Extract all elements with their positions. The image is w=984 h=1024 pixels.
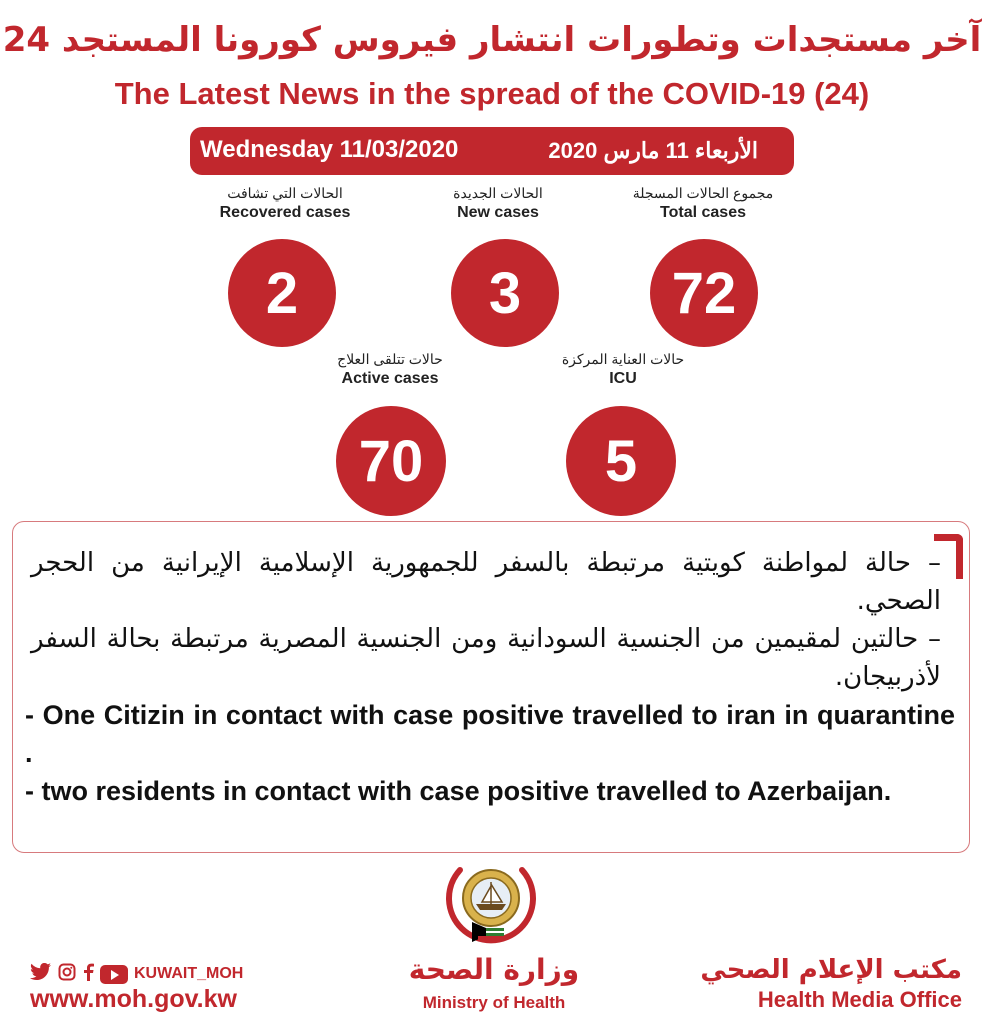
active-count: 70 xyxy=(336,406,446,516)
ministry-emblem-icon xyxy=(442,858,540,954)
icu-label xyxy=(528,351,718,388)
active-label-ar: حالات تتلقى العلاج xyxy=(337,351,443,367)
recovered-count: 2 xyxy=(228,239,336,347)
new-label-en: New cases xyxy=(457,204,539,221)
recovered-label xyxy=(190,185,380,222)
active-label-en: Active cases xyxy=(341,370,439,387)
ministry-name-en: Ministry of Health xyxy=(422,993,566,1012)
social-links xyxy=(30,962,243,986)
date-arabic: الأربعاء 11 مارس 2020 xyxy=(548,138,758,163)
title-english: The Latest News in the spread of the COVID-19 (24) xyxy=(114,76,870,111)
detail-english-1: - One Citizin in contact with case positive travelled to iran in quarantine . xyxy=(25,700,955,768)
recovered-label-en: Recovered cases xyxy=(219,204,351,221)
new-count: 3 xyxy=(451,239,559,347)
detail-english-2: - two residents in contact with case positive travelled to Azerbaijan. xyxy=(25,776,892,806)
youtube-icon[interactable] xyxy=(100,965,128,984)
detail-arabic-1: – حالة لمواطنة كويتية مرتبطة بالسفر للجمهورية الإسلامية الإيرانية من الحجر الصحي. xyxy=(31,548,941,616)
office-name-ar: مكتب الإعلام الصحي xyxy=(700,955,962,985)
details-box xyxy=(12,521,970,853)
icu-label-ar: حالات العناية المركزة xyxy=(561,351,685,367)
social-handle[interactable]: KUWAIT_MOH xyxy=(134,965,244,982)
detail-arabic-2: – حالتين لمقيمين من الجنسية السودانية ومن الجنسية المصرية مرتبطة بحالة السفر لأذربيجان. xyxy=(31,624,941,692)
icu-count: 5 xyxy=(566,406,676,516)
new-label xyxy=(408,185,588,222)
total-label xyxy=(608,185,798,222)
total-label-en: Total cases xyxy=(660,204,746,221)
office-name-en: Health Media Office xyxy=(757,987,962,1012)
total-count: 72 xyxy=(650,239,758,347)
active-label xyxy=(300,351,480,388)
twitter-icon[interactable] xyxy=(30,962,52,986)
total-label-ar: مجموع الحالات المسجلة xyxy=(632,185,774,201)
recovered-label-ar: الحالات التي تشافت xyxy=(227,185,343,201)
website-link[interactable]: www.moh.gov.kw xyxy=(30,985,237,1013)
facebook-icon[interactable] xyxy=(82,962,94,986)
icu-label-en: ICU xyxy=(609,370,637,387)
title-arabic: آخر مستجدات وتطورات انتشار فيروس كورونا المستجد 24 xyxy=(2,20,982,60)
instagram-icon[interactable] xyxy=(58,962,76,986)
new-label-ar: الحالات الجديدة xyxy=(453,185,543,201)
ministry-name-ar: وزارة الصحة xyxy=(408,953,580,986)
date-english: Wednesday 11/03/2020 xyxy=(200,136,459,163)
date-bar xyxy=(190,127,794,175)
